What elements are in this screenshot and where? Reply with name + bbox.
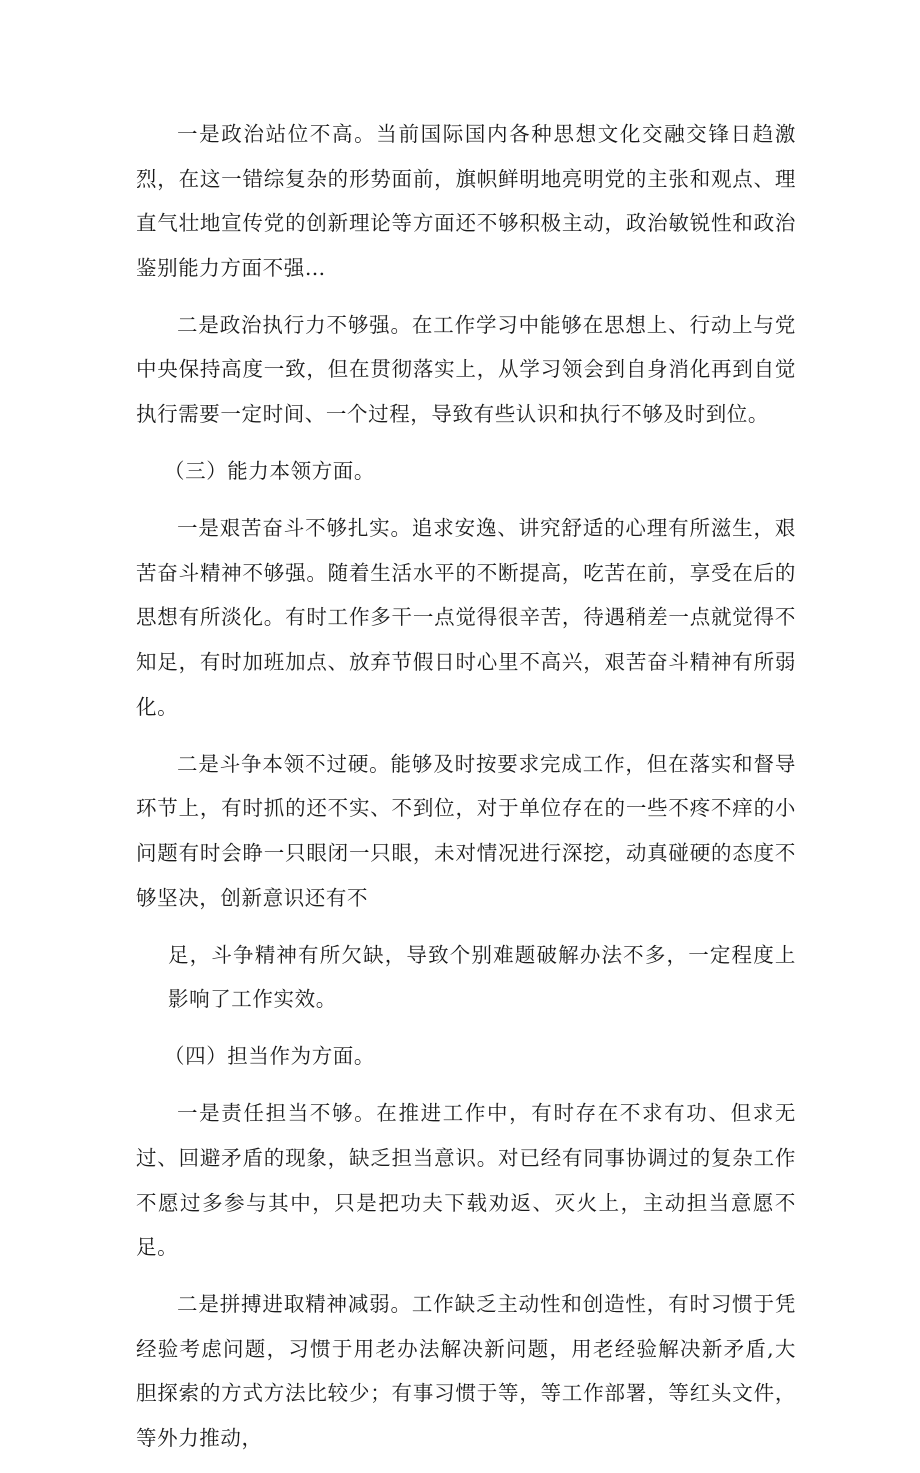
paragraph-struggle-skill-continued: 足，斗争精神有所欠缺，导致个别难题破解办法不多，一定程度上影响了工作实效。 bbox=[168, 942, 796, 1012]
document-body bbox=[136, 112, 796, 1473]
paragraph-enterprising-spirit: 二是拼搏进取精神减弱。工作缺乏主动性和创造性，有时习惯于凭经验考虑问题，习惯于用老办法解决新问题，用老经验解决新矛盾,大胆探索的方式方法比较少；有事习惯于等，等工作部署，等红头文件，等外力推动， bbox=[136, 1292, 796, 1451]
paragraph-struggle-skill: 二是斗争本领不过硬。能够及时按要求完成工作，但在落实和督导环节上，有时抓的还不实、不到位，对于单位存在的一些不疼不痒的小问题有时会睁一只眼闭一只眼，未对情况进行深挖，动真碰硬的态度不够坚决，创新意识还有不 bbox=[136, 751, 796, 910]
paragraph-political-execution: 二是政治执行力不够强。在工作学习中能够在思想上、行动上与党中央保持高度一致，但在贯彻落实上，从学习领会到自身消化再到自觉执行需要一定时间、一个过程，导致有些认识和执行不够及时到位。 bbox=[136, 312, 796, 427]
section-heading-ability: （三）能力本领方面。 bbox=[164, 459, 375, 484]
section-heading-responsibility: （四）担当作为方面。 bbox=[164, 1044, 375, 1069]
paragraph-responsibility: 一是责任担当不够。在推进工作中，有时存在不求有功、但求无过、回避矛盾的现象，缺乏担当意识。对已经有同事协调过的复杂工作不愿过多参与其中，只是把功夫下载劝返、灭火上，主动担当意愿不足。 bbox=[136, 1101, 796, 1260]
paragraph-hard-work: 一是艰苦奋斗不够扎实。追求安逸、讲究舒适的心理有所滋生，艰苦奋斗精神不够强。随着生活水平的不断提高，吃苦在前，享受在后的思想有所淡化。有时工作多干一点觉得很辛苦，待遇稍差一点就觉得不知足，有时加班加点、放弃节假日时心里不高兴，艰苦奋斗精神有所弱化。 bbox=[136, 516, 796, 719]
paragraph-political-stance: 一是政治站位不高。当前国际国内各种思想文化交融交锋日趋激烈，在这一错综复杂的形势面前，旗帜鲜明地亮明党的主张和观点、理直气壮地宣传党的创新理论等方面还不够积极主动，政治敏锐性和政治鉴别能力方面不强… bbox=[136, 122, 796, 280]
